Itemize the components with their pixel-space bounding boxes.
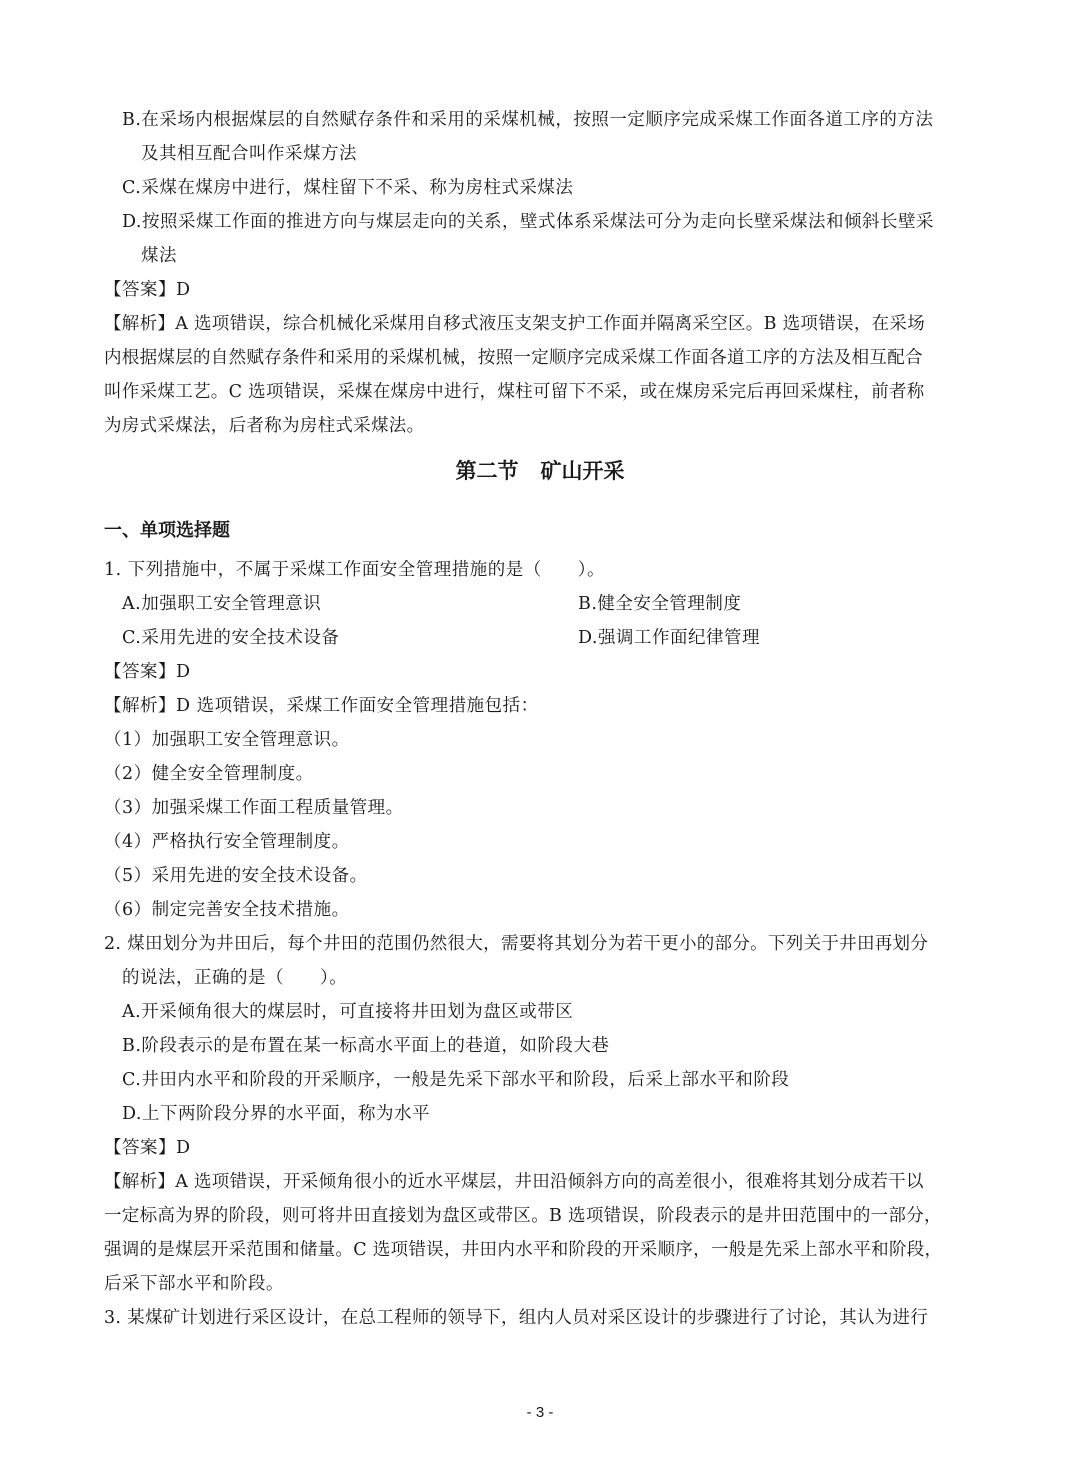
section-title <box>0 456 1080 486</box>
q1-option-a: A.加强职工安全管理意识 <box>122 594 322 614</box>
prev-question-analysis-line: 【解析】A 选项错误，综合机械化采煤用自移式液压支架支护工作面并隔离采空区。B 选项错误，在采场 <box>104 314 926 334</box>
q1-option-b: B.健全安全管理制度 <box>578 594 742 614</box>
q2-analysis-line: 【解析】A 选项错误，开采倾角很小的近水平煤层，井田沿倾斜方向的高差很小，很难将其划分成若干以 <box>104 1172 924 1192</box>
prev-question-analysis-line: 叫作采煤工艺。C 选项错误，采煤在煤房中进行，煤柱可留下不采，或在煤房采完后再回采煤柱，前者称 <box>104 382 925 402</box>
prev-question-analysis-line: 为房式采煤法，后者称为房柱式采煤法。 <box>104 416 425 436</box>
q2-analysis-line: 强调的是煤层开采范围和储量。C 选项错误，井田内水平和阶段的开采顺序，一般是先采上部水平和阶段， <box>104 1240 943 1260</box>
q1-measure-item: （2）健全安全管理制度。 <box>104 764 314 784</box>
page-number: - 3 - <box>526 1404 554 1421</box>
prev-question-analysis-line: 内根据煤层的自然赋存条件和采用的采煤机械，按照一定顺序完成采煤工作面各道工序的方法及相互配合 <box>104 348 923 368</box>
q1-option-d: D.强调工作面纪律管理 <box>578 628 760 648</box>
q2-stem-line2: 的说法，正确的是（ ）。 <box>122 968 348 988</box>
q2-option-a: A.开采倾角很大的煤层时，可直接将井田划为盘区或带区 <box>122 1002 574 1022</box>
q2-stem-line1: 2. 煤田划分为井田后，每个井田的范围仍然很大，需要将其划分为若干更小的部分。下列关于井田再划分 <box>104 934 929 954</box>
q1-measure-item: （4）严格执行安全管理制度。 <box>104 832 350 852</box>
q1-measure-item: （3）加强采煤工作面工程质量管理。 <box>104 798 404 818</box>
prev-question-option-d-line2: 煤法 <box>141 246 177 266</box>
prev-question-option-c: C.采煤在煤房中进行，煤柱留下不采、称为房柱式采煤法 <box>122 178 574 198</box>
q2-analysis-line: 一定标高为界的阶段，则可将井田直接划为盘区或带区。B 选项错误，阶段表示的是井田范围中的一部分， <box>104 1206 942 1226</box>
q1-measure-item: （1）加强职工安全管理意识。 <box>104 730 350 750</box>
q2-analysis-line: 后采下部水平和阶段。 <box>104 1274 284 1294</box>
section-name: 矿山开采 <box>540 459 625 483</box>
prev-question-option-d-line1: D.按照采煤工作面的推进方向与煤层走向的关系，壁式体系采煤法可分为走向长壁采煤法和倾斜长壁采 <box>122 212 934 232</box>
prev-question-answer: 【答案】D <box>104 280 191 300</box>
q1-option-c: C.采用先进的安全技术设备 <box>122 628 340 648</box>
question-type-heading: 一、单项选择题 <box>104 520 230 541</box>
q2-option-d: D.上下两阶段分界的水平面，称为水平 <box>122 1104 430 1124</box>
q1-answer: 【答案】D <box>104 662 191 682</box>
q2-option-c: C.井田内水平和阶段的开采顺序，一般是先采下部水平和阶段，后采上部水平和阶段 <box>122 1070 790 1090</box>
q2-option-b: B.阶段表示的是布置在某一标高水平面上的巷道，如阶段大巷 <box>122 1036 610 1056</box>
q1-stem: 1. 下列措施中，不属于采煤工作面安全管理措施的是（ ）。 <box>104 560 606 580</box>
prev-question-option-b-line2: 及其相互配合叫作采煤方法 <box>141 144 357 164</box>
q2-answer: 【答案】D <box>104 1138 191 1158</box>
section-number: 第二节 <box>455 459 519 483</box>
q1-measure-item: （6）制定完善安全技术措施。 <box>104 900 350 920</box>
q1-measure-item: （5）采用先进的安全技术设备。 <box>104 866 368 886</box>
prev-question-option-b-line1: B.在采场内根据煤层的自然赋存条件和采用的采煤机械，按照一定顺序完成采煤工作面各道工序的方法 <box>122 110 934 130</box>
q1-analysis-intro: 【解析】D 选项错误，采煤工作面安全管理措施包括： <box>104 696 539 716</box>
q3-stem-line1: 3. 某煤矿计划进行采区设计，在总工程师的领导下，组内人员对采区设计的步骤进行了讨论，其认为进行 <box>104 1308 929 1328</box>
